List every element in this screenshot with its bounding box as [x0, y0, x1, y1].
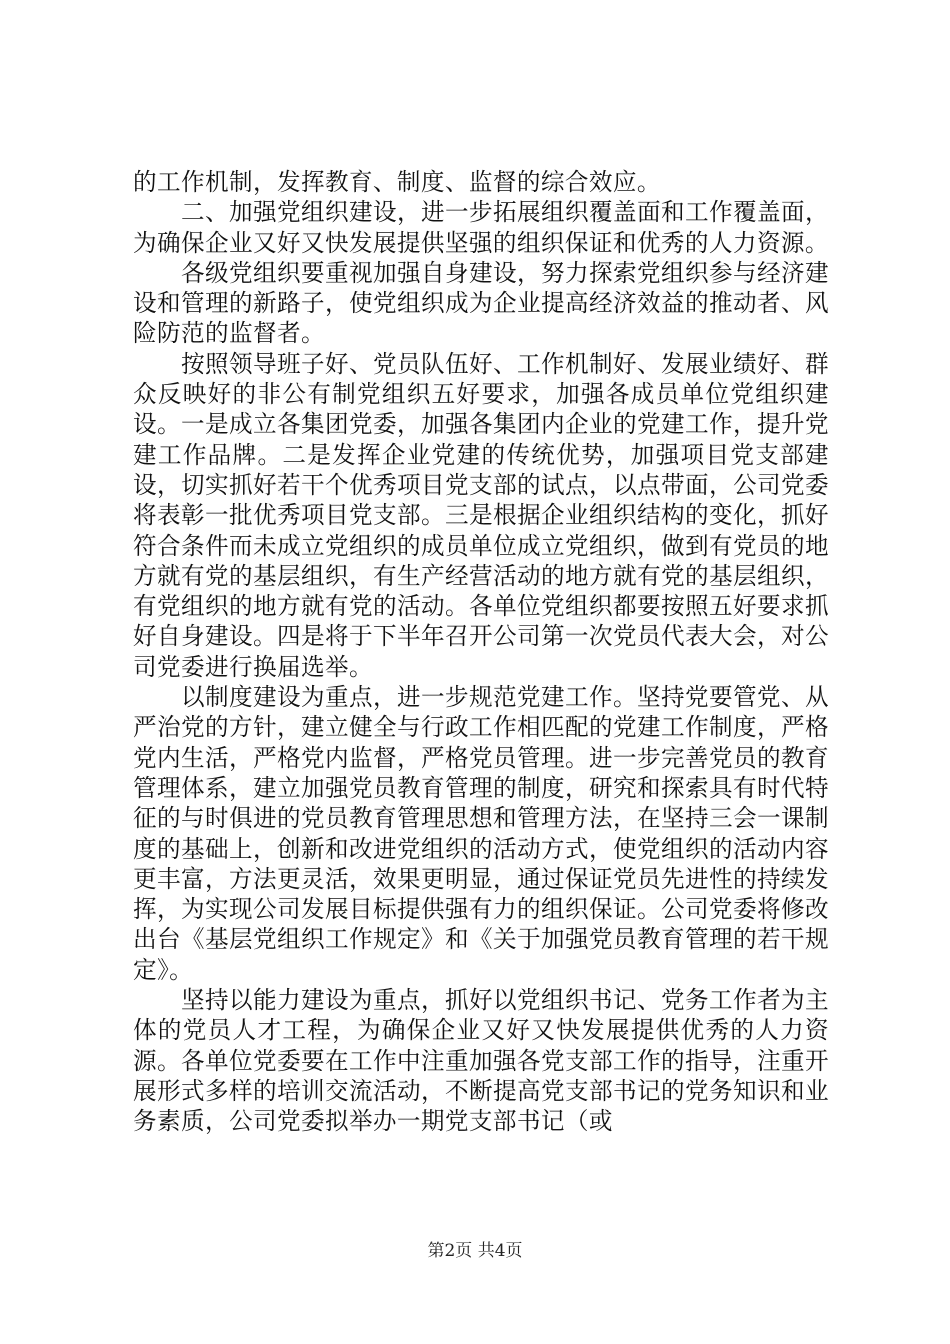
paragraph-continuation: 的工作机制，发挥教育、制度、监督的综合效应。 [133, 168, 661, 196]
paragraph-system-construction: 以制度建设为重点，进一步规范党建工作。坚持党要管党、从严治党的方针，建立健全与行政工作相匹配的党建工作制度，严格党内生活，严格党内监督，严格党员管理。进一步完善党员的教育管理体系，建立加强党员教育管理的制度，研究和探索具有时代特征的与时俱进的党员教育管理思想和管理方法，在坚持三会一课制度的基础上，创新和改进党组织的活动方式，使党组织的活动内容更丰富，方法更灵活，效果更明显，通过保证党员先进性的持续发挥，为实现公司发展目标提供强有力的组织保证。公司党委将修改出台《基层党组织工作规定》和《关于加强党员教育管理的若干规定》。 [133, 683, 829, 984]
page-number-footer: 第2页 共4页 [427, 1241, 523, 1261]
document-body [133, 167, 829, 1137]
paragraph-section-heading: 二、加强党组织建设，进一步拓展组织覆盖面和工作覆盖面，为确保企业又好又快发展提供坚强的组织保证和优秀的人力资源。 [133, 198, 829, 257]
paragraph-five-good-requirements: 按照领导班子好、党员队伍好、工作机制好、发展业绩好、群众反映好的非公有制党组织五好要求，加强各成员单位党组织建设。一是成立各集团党委，加强各集团内企业的党建工作，提升党建工作品牌。二是发挥企业党建的传统优势，加强项目党支部建设，切实抓好若干个优秀项目党支部的试点，以点带面，公司党委将表彰一批优秀项目党支部。三是根据企业组织结构的变化，抓好符合条件而未成立党组织的成员单位成立党组织，做到有党员的地方就有党的基层组织，有生产经营活动的地方就有党的基层组织，有党组织的地方就有党的活动。各单位党组织都要按照五好要求抓好自身建设。四是将于下半年召开公司第一次党员代表大会，对公司党委进行换届选举。 [133, 349, 829, 681]
paragraph-self-construction: 各级党组织要重视加强自身建设，努力探索党组织参与经济建设和管理的新路子，使党组织成为企业提高经济效益的推动者、风险防范的监督者。 [133, 258, 829, 348]
paragraph-capacity-building: 坚持以能力建设为重点，抓好以党组织书记、党务工作者为主体的党员人才工程，为确保企业又好又快发展提供优秀的人力资源。各单位党委要在工作中注重加强各党支部工作的指导，注重开展形式多样的培训交流活动，不断提高党支部书记的党务知识和业务素质，公司党委拟举办一期党支部书记（或 [133, 986, 829, 1136]
